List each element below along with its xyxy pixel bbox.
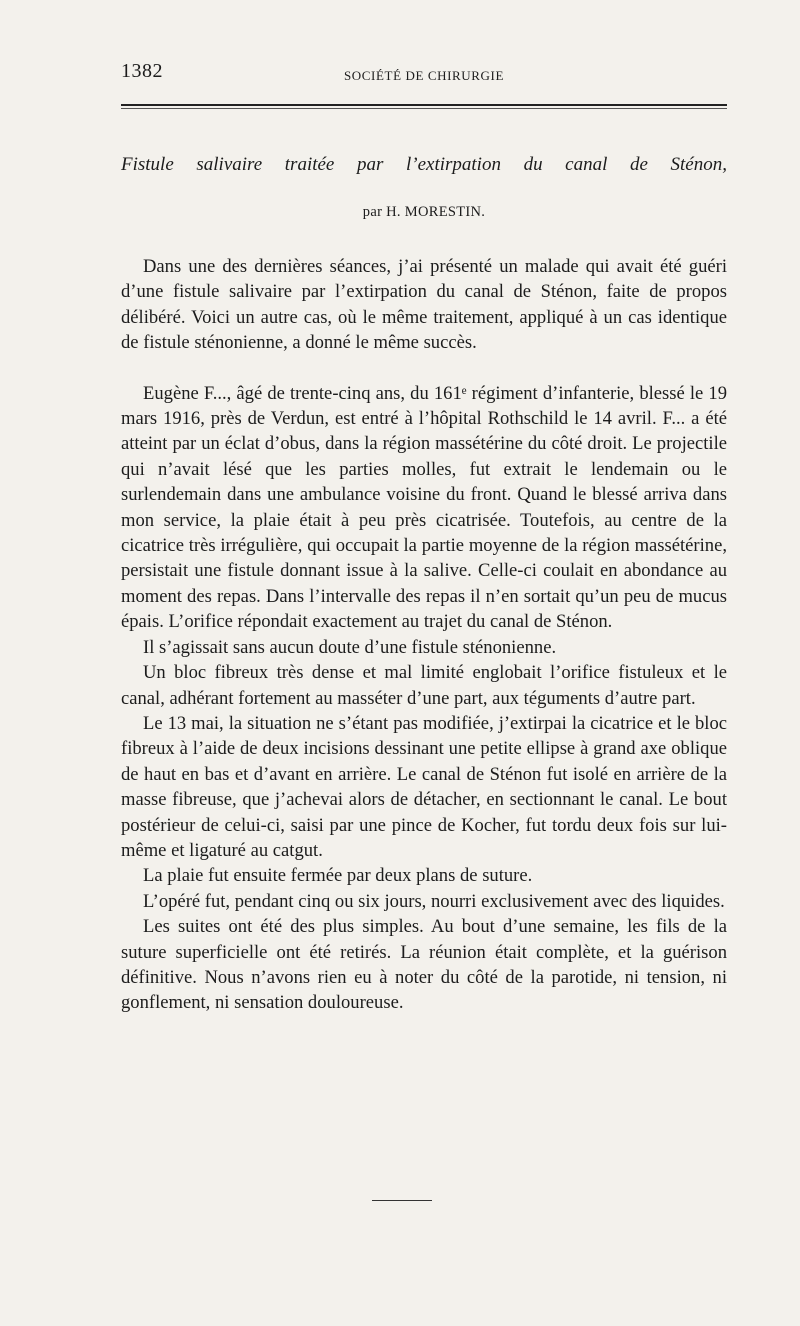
paragraph: Le 13 mai, la situation ne s’étant pas modifiée, j’extirpai la cicatrice et le bloc fibreux à l’aide de deux incisions dessinant une petite ellipse à grand axe oblique de haut en bas et d’avant en arrière. Le canal de Sténon fut isolé en arrière de la masse fibreuse, que j’achevai alors de détacher, en sectionnant le canal. Le bout postérieur de celui-ci, saisi par une pince de Kocher, fut tordu deux fois sur lui-même et ligaturé au catgut. [121,712,727,861]
paragraph: Eugène F..., âgé de trente-cinq ans, du 161ᵉ régiment d’infanterie, blessé le 19 mars 1916, près de Verdun, est entré à l’hôpital Rothschild le 14 avril. F... a été atteint par un éclat d’obus, dans la région massétérine du côté droit. Le projectile qui n’avait lésé que les parties molles, fut extrait le lendemain ou le surlendemain dans une ambulance voisine du front. Quand le blessé arriva dans mon service, la plaie était à peu près cicatrisée. Toutefois, au centre de la cicatrice très irrégulière, qui occupait la partie moyenne de la région massétérine, persistait une fistule donnant issue à la salive. Celle-ci coulait en abondance au moment des repas. Dans l’intervalle des repas il n’en sortait qu’un peu de mucus épais. L’orifice répondait exactement au trajet du canal de Sténon. [121,382,727,633]
paragraph: Il s’agissait sans aucun doute d’une fistule sténonienne. [143,636,557,658]
article-body [121,254,727,1016]
page-header [121,60,727,88]
paragraph: Les suites ont été des plus simples. Au bout d’une semaine, les fils de la suture superficielle ont été retirés. La réunion était complète, et la guérison définitive. Nous n’avons rien eu à noter du côté de la parotide, ni tension, ni gonflement, ni sensation douloureuse. [121,916,727,1014]
article-byline: par H. MORESTIN. [362,204,486,220]
paragraph: Un bloc fibreux très dense et mal limité englobait l’orifice fistuleux et le canal, adhérant fortement au masséter d’une part, aux téguments d’autre part. [121,662,727,709]
book-page [121,60,727,88]
paragraph: L’opéré fut, pendant cinq ou six jours, nourri exclusivement avec des liquides. [143,890,725,912]
article-title: Fistule salivaire traitée par l’extirpation du canal de Sténon, [121,154,727,175]
running-title: SOCIÉTÉ DE CHIRURGIE [343,68,505,83]
paragraph: La plaie fut ensuite fermée par deux plans de suture. [143,865,533,887]
end-rule [372,1200,432,1201]
page-number: 1382 [121,60,163,82]
paragraph: Dans une des dernières séances, j’ai présenté un malade qui avait été guéri d’une fistule salivaire par l’extirpation du canal de Sténon, faite de propos délibéré. Voici un autre cas, où le même traitement, appliqué à un cas identique de fistule sténonienne, a donné le même succès. [121,256,727,354]
header-rule [121,104,727,106]
